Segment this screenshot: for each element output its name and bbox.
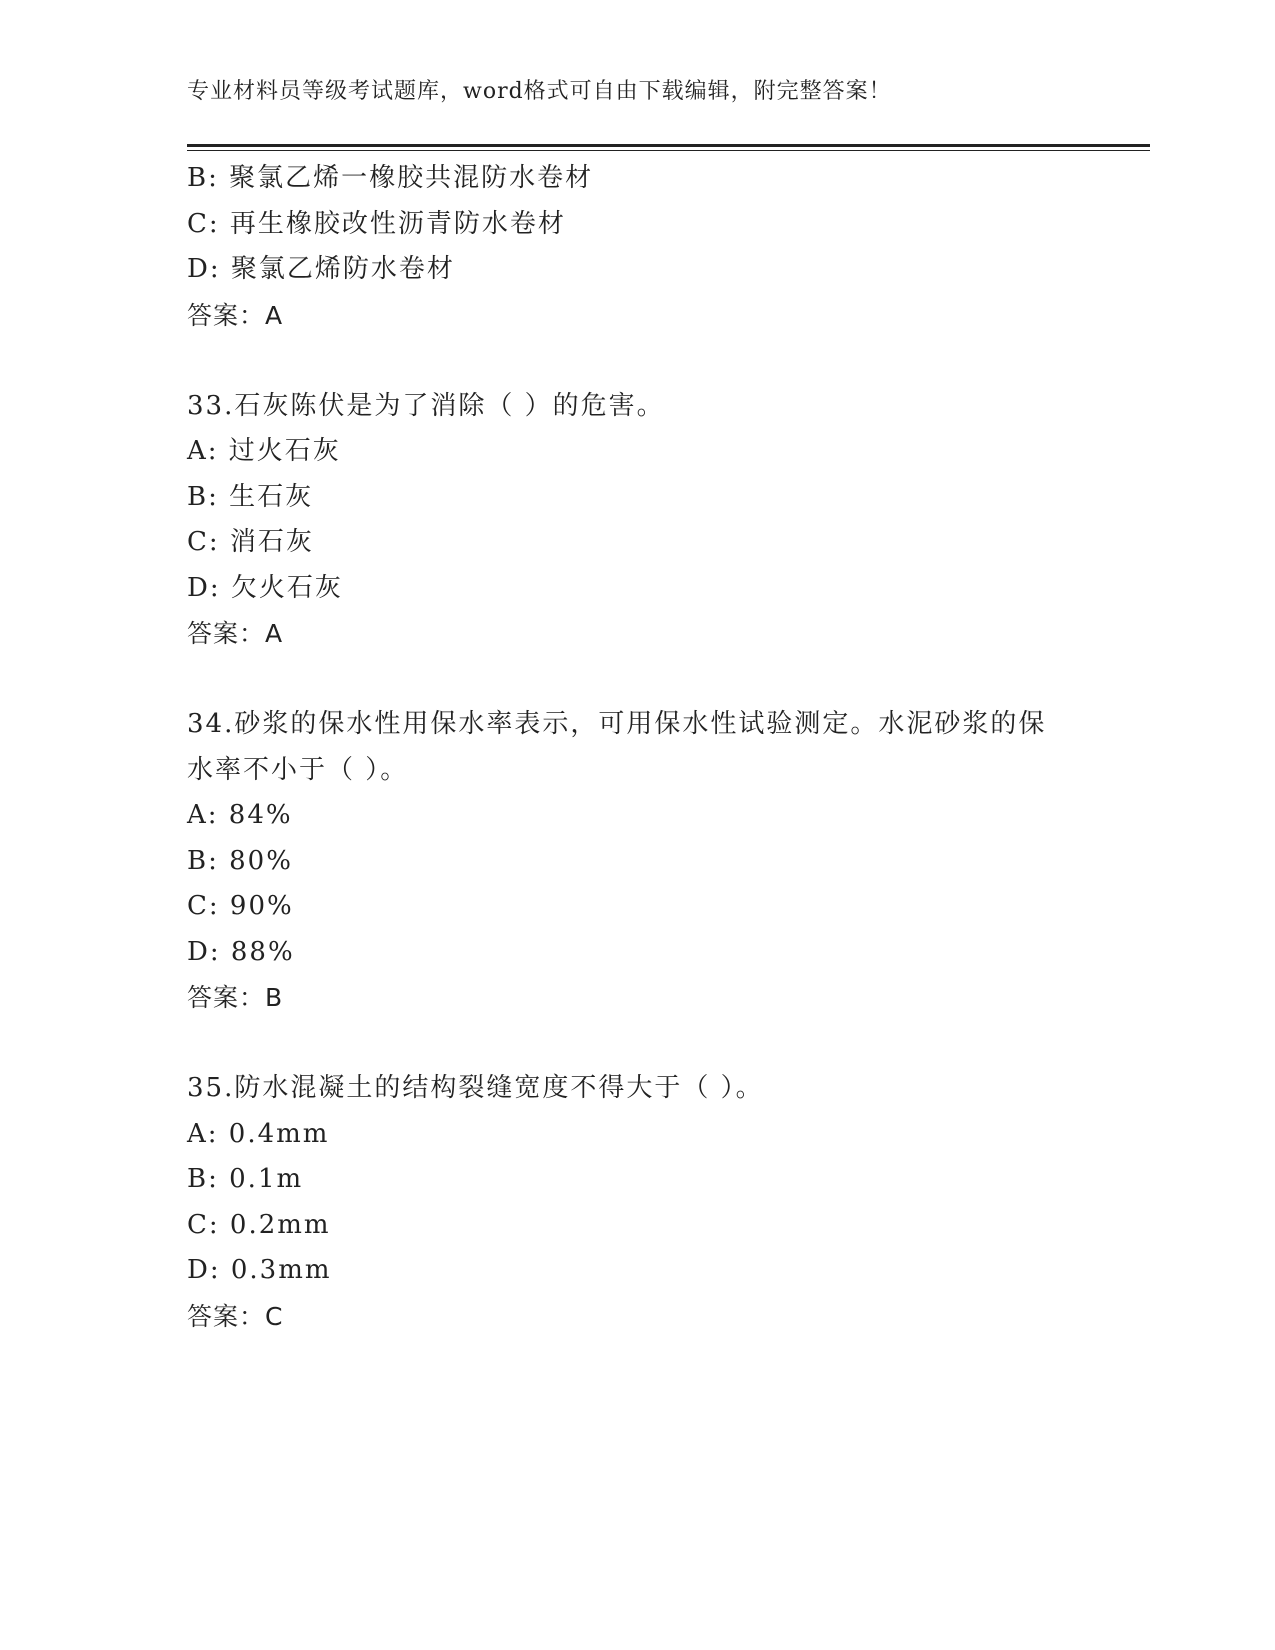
option-c: C: 再生橡胶改性沥青防水卷材: [187, 208, 566, 239]
option-b: B: 0.1m: [187, 1164, 304, 1194]
question-stem: 35.防水混凝土的结构裂缝宽度不得大于（ ）。: [187, 1073, 764, 1103]
option-a: A: 过火石灰: [187, 436, 341, 466]
question-stem-continued: 水率不小于（ ）。: [187, 754, 409, 785]
option-c: C: 0.2mm: [187, 1209, 331, 1240]
question-continuation: [187, 156, 1087, 338]
answer-line: 答案：B: [187, 983, 284, 1012]
header-rule-thick: [187, 144, 1150, 147]
option-d: D: 88%: [187, 936, 295, 967]
option-c: C: 消石灰: [187, 527, 314, 557]
question-33: [187, 384, 1087, 657]
question-stem: 33.石灰陈伏是为了消除（ ）的危害。: [187, 390, 665, 421]
answer-line: 答案：A: [187, 619, 284, 648]
option-a: A: 0.4mm: [187, 1118, 330, 1149]
option-a: A: 84%: [187, 800, 293, 830]
option-b: B: 生石灰: [187, 481, 314, 512]
header-rule-thin: [187, 150, 1150, 151]
answer-line: 答案：C: [187, 1301, 284, 1331]
option-c: C: 90%: [187, 891, 294, 921]
option-b: B: 80%: [187, 845, 293, 876]
option-d: D: 欠火石灰: [187, 572, 343, 603]
answer-line: 答案：A: [187, 300, 284, 330]
question-34: [187, 702, 1087, 1021]
option-b: B: 聚氯乙烯一橡胶共混防水卷材: [187, 163, 594, 193]
question-stem: 34.砂浆的保水性用保水率表示，可用保水性试验测定。水泥砂浆的保: [187, 709, 1047, 739]
question-list: [187, 156, 1087, 1339]
question-35: [187, 1066, 1087, 1339]
option-d: D: 聚氯乙烯防水卷材: [187, 254, 455, 284]
page-header: 专业材料员等级考试题库，word格式可自由下载编辑，附完整答案！: [187, 79, 892, 104]
option-d: D: 0.3mm: [187, 1255, 332, 1285]
